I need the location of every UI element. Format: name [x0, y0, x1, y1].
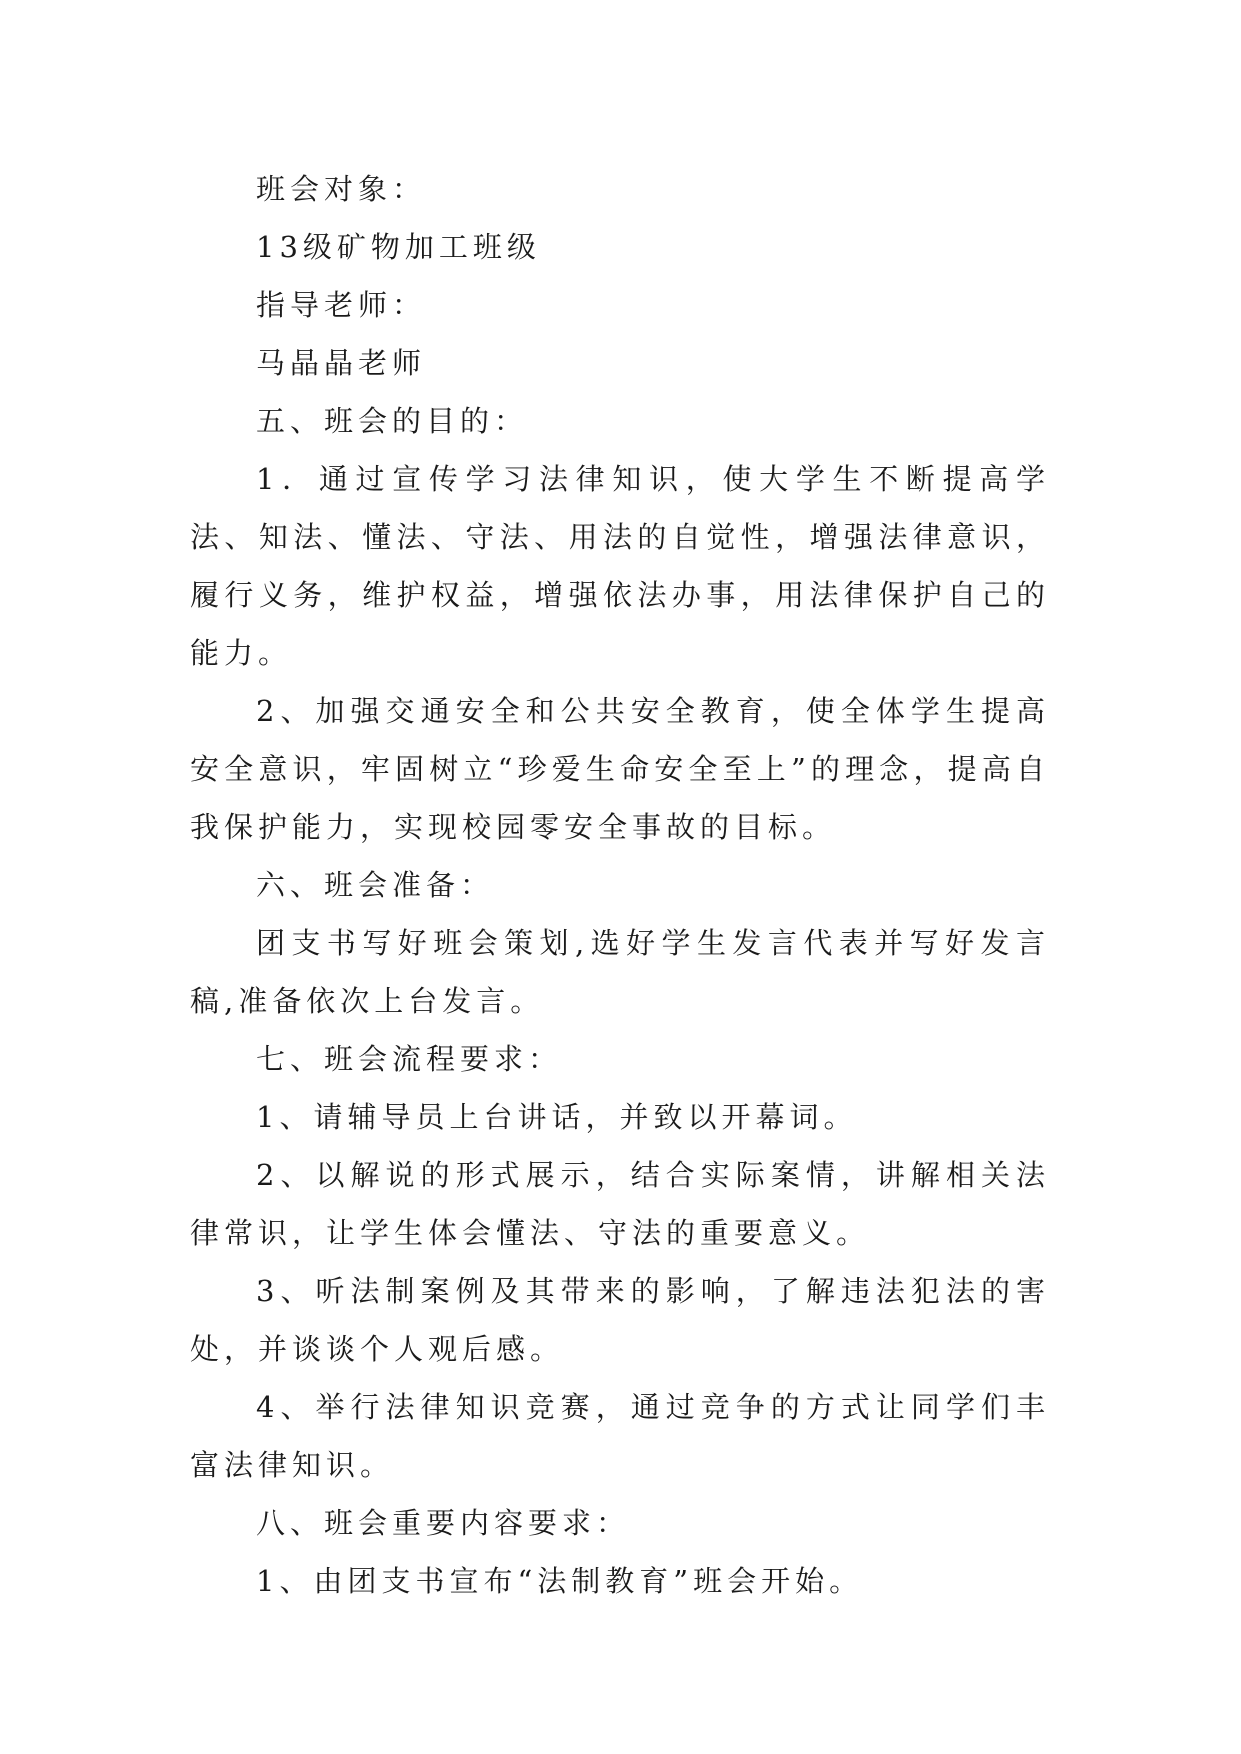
paragraph-process-2: 2、以解说的形式展示，结合实际案情，讲解相关法律常识，让学生体会懂法、守法的重要意义。 — [190, 1158, 1050, 1250]
paragraph-process-3: 3、听法制案例及其带来的影响，了解违法犯法的害处，并谈谈个人观后感。 — [190, 1274, 1050, 1366]
text-line-teacher-label: 指导老师： — [256, 288, 427, 322]
document-body — [190, 160, 1050, 1610]
paragraph-content-1: 1、由团支书宣布“法制教育”班会开始。 — [256, 1564, 864, 1598]
paragraph-process-1: 1、请辅导员上台讲话，并致以开幕词。 — [256, 1100, 858, 1134]
text-line-audience-value: 13级矿物加工班级 — [256, 230, 541, 264]
paragraph-preparation: 团支书写好班会策划,选好学生发言代表并写好发言稿,准备依次上台发言。 — [190, 926, 1050, 1018]
section-heading-process: 七、班会流程要求： — [256, 1042, 563, 1076]
section-heading-content: 八、班会重要内容要求： — [256, 1506, 631, 1540]
text-line-audience-label: 班会对象： — [256, 172, 427, 206]
section-heading-preparation: 六、班会准备： — [256, 868, 495, 902]
paragraph-purpose-2: 2、加强交通安全和公共安全教育，使全体学生提高安全意识，牢固树立“珍爱生命安全至上”的理念，提高自我保护能力，实现校园零安全事故的目标。 — [190, 694, 1050, 844]
section-heading-purpose: 五、班会的目的： — [256, 404, 529, 438]
paragraph-purpose-1: 1．通过宣传学习法律知识，使大学生不断提高学法、知法、懂法、守法、用法的自觉性，增强法律意识，履行义务，维护权益，增强依法办事，用法律保护自己的能力。 — [190, 462, 1050, 670]
text-line-teacher-value: 马晶晶老师 — [256, 346, 427, 380]
paragraph-process-4: 4、举行法律知识竞赛，通过竞争的方式让同学们丰富法律知识。 — [190, 1390, 1050, 1482]
